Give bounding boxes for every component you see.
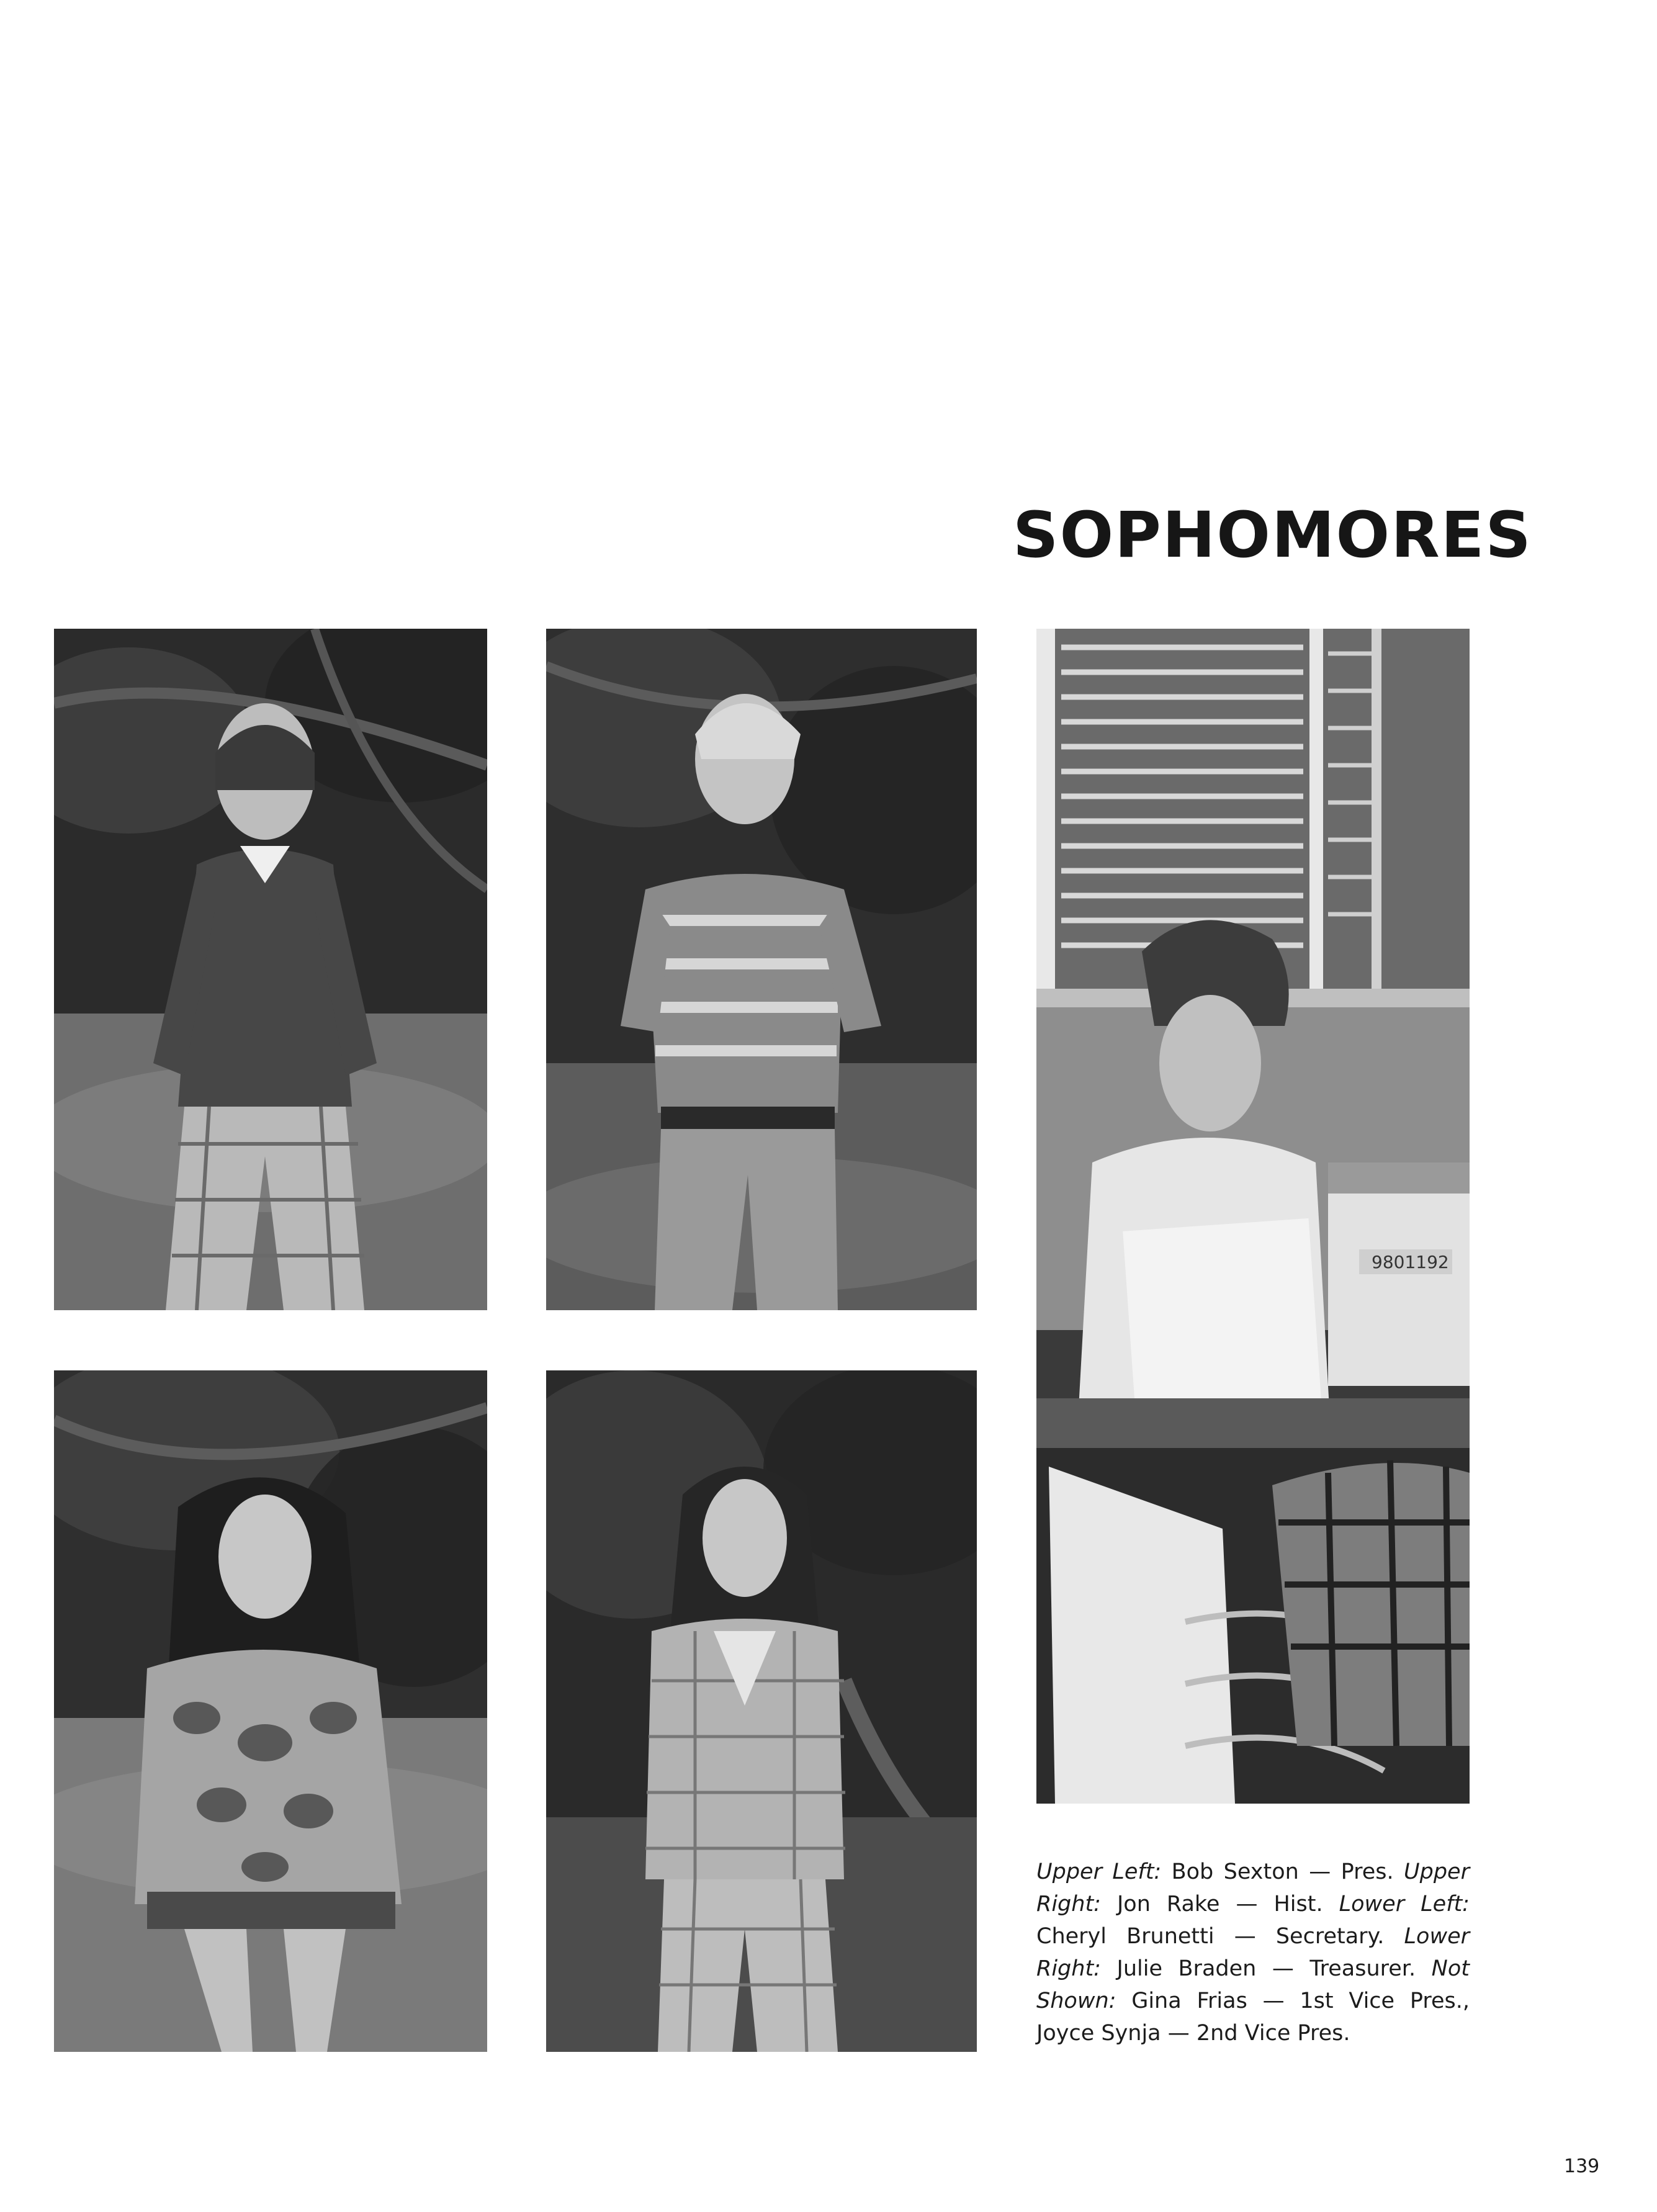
photo-typist	[1036, 629, 1470, 1804]
caption-text-lower-right: Julie Braden — Treasurer.	[1116, 1956, 1416, 1981]
photo-upper-right	[546, 629, 977, 1310]
photo-lower-left	[54, 1370, 487, 2052]
caption-label-lower-right: Lower Right:	[1036, 1924, 1470, 1981]
svg-text:9801192: 9801192	[1372, 1252, 1449, 1272]
caption-label-upper-right: Upper Right:	[1036, 1859, 1470, 1917]
photo-upper-left	[54, 629, 487, 1310]
page-number: 139	[1564, 2156, 1600, 2177]
caption-text-upper-left: Bob Sexton — Pres.	[1171, 1859, 1394, 1884]
caption-text-not-shown: Gina Frias — 1st Vice Pres., Joyce Synja — 2nd Vice Pres.	[1036, 1989, 1470, 2046]
photo-caption	[1036, 1856, 1470, 2049]
page-title: SOPHOMORES	[1013, 498, 1532, 572]
caption-label-not-shown: Not Shown:	[1036, 1956, 1470, 2013]
caption-text-upper-right: Jon Rake — Hist.	[1116, 1892, 1323, 1917]
caption-label-lower-left: Lower Left:	[1339, 1892, 1470, 1917]
photo-lower-right	[546, 1370, 977, 2052]
caption-label-upper-left: Upper Left:	[1036, 1859, 1162, 1884]
caption-text-lower-left: Cheryl Brunetti — Secretary.	[1036, 1924, 1385, 1949]
